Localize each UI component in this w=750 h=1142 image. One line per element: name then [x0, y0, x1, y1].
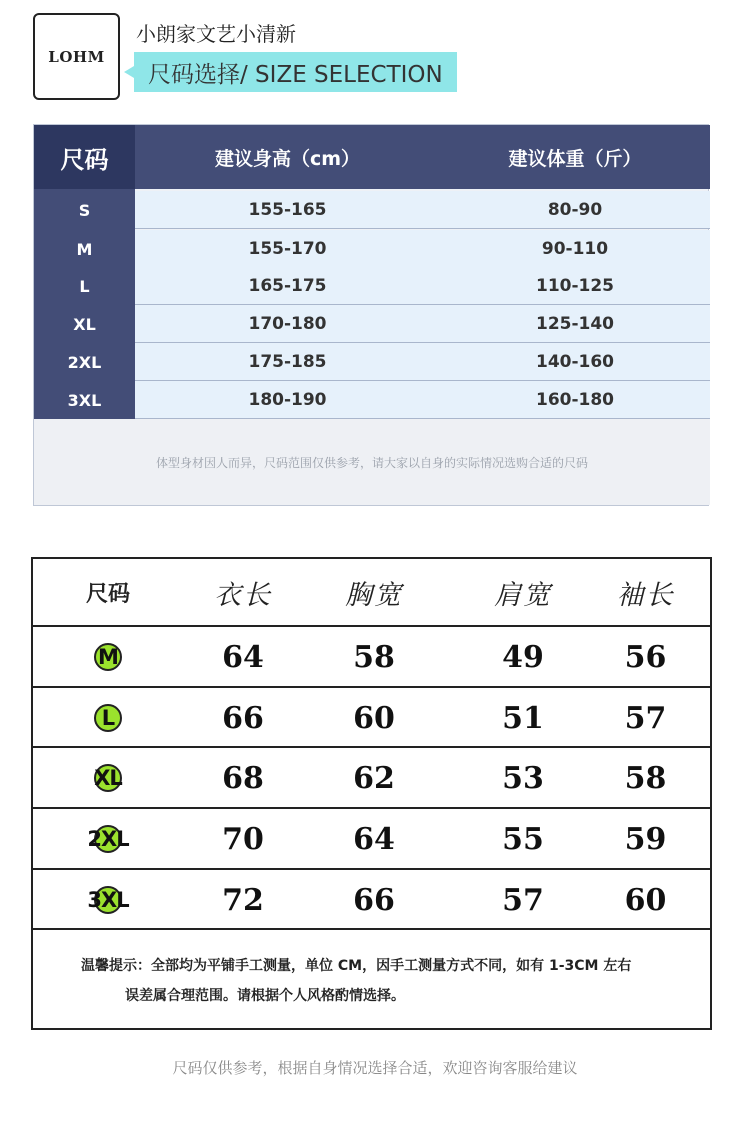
shoulder-value: 51	[502, 700, 544, 736]
table-row	[33, 688, 710, 748]
size-label: 3XL	[67, 390, 102, 410]
table-row	[34, 230, 710, 268]
weight-cell: 160-180	[440, 381, 710, 419]
size-label: L	[79, 276, 90, 296]
height-cell: 180-190	[135, 381, 440, 419]
section-title	[134, 52, 457, 92]
size-label: M	[76, 239, 93, 259]
table-row	[34, 267, 710, 305]
table-row	[33, 627, 710, 687]
sleeve-value: 60	[624, 882, 667, 918]
size-label: S	[78, 200, 91, 220]
table-header	[33, 559, 710, 625]
chest-value: 66	[353, 882, 395, 918]
size-badge	[33, 870, 183, 930]
weight-cell: 140-160	[440, 343, 710, 381]
header-sleeve: 袖长	[616, 579, 675, 611]
measurement-note	[81, 951, 681, 1011]
header-size: 尺码	[34, 125, 135, 189]
table-row	[34, 191, 710, 229]
height-cell: 155-165	[135, 191, 440, 229]
section-title-text: 尺码选择/ SIZE SELECTION	[148, 61, 443, 88]
shoulder-value: 57	[502, 882, 544, 918]
chest-value: 58	[353, 639, 395, 675]
badge-text: L	[101, 706, 115, 730]
weight-cell: 125-140	[440, 305, 710, 343]
note-line: 误差属合理范围。请根据个人风格酌情选择。	[125, 988, 405, 1004]
length-value: 70	[222, 821, 264, 857]
note-line: 温馨提示：全部均为平铺手工测量，单位 CM，因手工测量方式不同，如有 1-3CM 左右	[81, 958, 632, 974]
badge-text: 3XL	[87, 888, 129, 912]
brand-logo-text: LOHM	[48, 47, 105, 66]
size-badge	[33, 627, 183, 687]
height-cell: 165-175	[135, 267, 440, 305]
badge-text: M	[98, 645, 118, 669]
shoulder-value: 55	[502, 821, 544, 857]
weight-cell: 90-110	[440, 230, 710, 268]
height-cell: 175-185	[135, 343, 440, 381]
length-value: 64	[222, 639, 264, 675]
table-row	[33, 748, 710, 808]
brand-name: 小朗家文艺小清新	[136, 22, 296, 46]
chest-value: 64	[353, 821, 395, 857]
size-label: XL	[73, 314, 96, 334]
table-row	[34, 305, 710, 343]
size-recommendation-table	[33, 124, 709, 506]
header-shoulder: 肩宽	[494, 579, 552, 611]
badge-text: 2XL	[87, 827, 129, 851]
length-value: 66	[222, 700, 264, 736]
size-badge	[33, 748, 183, 808]
footer-note: 尺码仅供参考，根据自身情况选择合适，欢迎咨询客服给建议	[172, 1059, 578, 1077]
measurement-table	[31, 557, 712, 1030]
size-note: 体型身材因人而异，尺码范围仅供参考，请大家以自身的实际情况选购合适的尺码	[34, 419, 710, 505]
size-badge	[33, 809, 183, 869]
weight-cell: 80-90	[440, 191, 710, 229]
table-row	[33, 870, 710, 930]
shoulder-value: 49	[502, 639, 544, 675]
size-label: 2XL	[67, 352, 102, 372]
header-length: 衣长	[214, 579, 272, 611]
header-weight: 建议体重（斤）	[508, 147, 642, 170]
divider	[33, 928, 710, 930]
sleeve-value: 59	[624, 821, 667, 857]
table-row	[33, 809, 710, 869]
chest-value: 62	[353, 760, 395, 796]
badge-text: XL	[94, 766, 122, 790]
sleeve-value: 57	[624, 700, 667, 736]
shoulder-value: 53	[502, 760, 544, 796]
header-height: 建议身高（cm）	[214, 147, 361, 170]
length-value: 72	[222, 882, 264, 918]
brand-logo	[33, 13, 120, 100]
sleeve-value: 58	[624, 760, 667, 796]
header-chest: 胸宽	[345, 579, 403, 611]
height-cell: 155-170	[135, 230, 440, 268]
length-value: 68	[222, 760, 264, 796]
header-size: 尺码	[85, 581, 130, 607]
height-cell: 170-180	[135, 305, 440, 343]
size-badge	[33, 688, 183, 748]
table-row	[34, 343, 710, 381]
weight-cell: 110-125	[440, 267, 710, 305]
sleeve-value: 56	[624, 639, 667, 675]
table-row	[34, 381, 710, 419]
chest-value: 60	[353, 700, 395, 736]
